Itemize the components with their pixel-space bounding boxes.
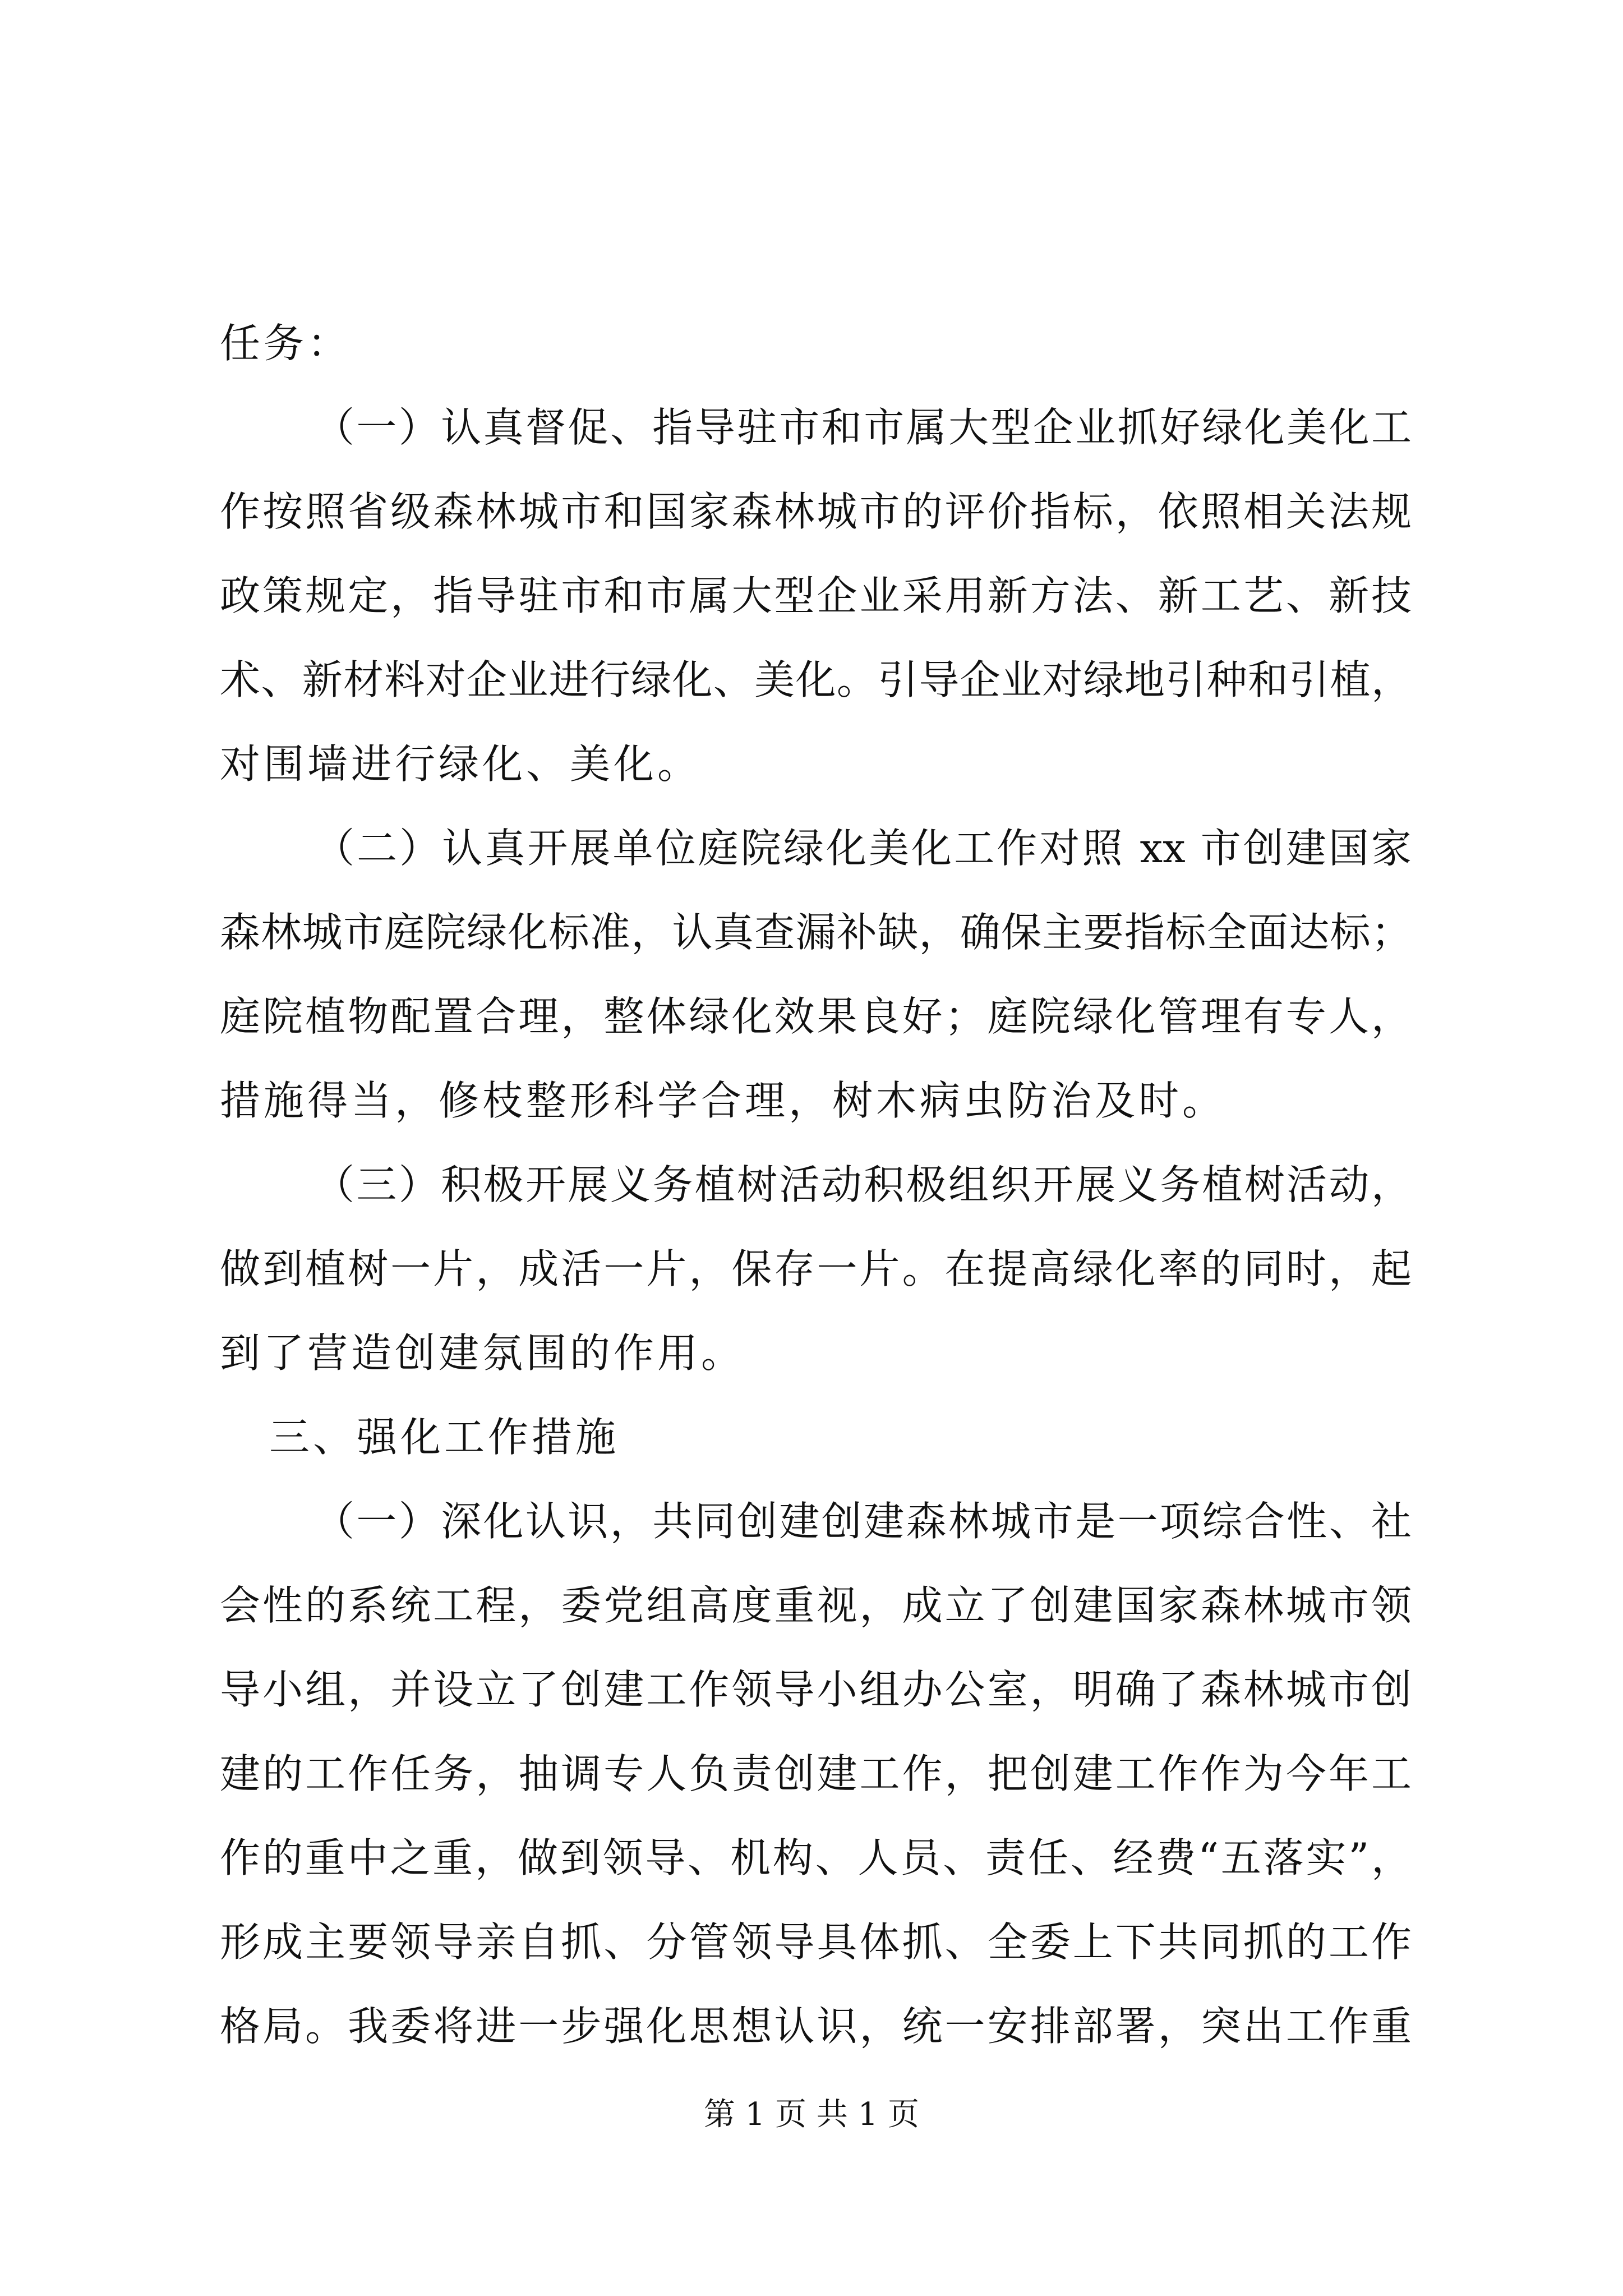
- text-line-3: 作按照省级森林城市和国家森林城市的评价指标，依照相关法规: [220, 488, 1412, 535]
- text-line-7: （二）认真开展单位庭院绿化美化工作对照 xx 市创建国家: [314, 825, 1412, 872]
- text-line-13: 到了营造创建氛围的作用。: [220, 1329, 745, 1377]
- section-heading: 三、强化工作措施: [269, 1414, 620, 1461]
- page-number-footer: 第 1 页 共 1 页: [703, 2096, 920, 2133]
- text-line-2: （一）认真督促、指导驻市和市属大型企业抓好绿化美化工: [314, 404, 1412, 451]
- text-line-4: 政策规定，指导驻市和市属大型企业采用新方法、新工艺、新技: [220, 572, 1412, 619]
- text-line-17: 导小组，并设立了创建工作领导小组办公室，明确了森林城市创: [220, 1666, 1412, 1713]
- text-line-19: 作的重中之重，做到领导、机构、人员、责任、经费“五落实”，: [220, 1834, 1412, 1881]
- text-line-6: 对围墙进行绿化、美化。: [220, 740, 702, 788]
- text-line-10: 措施得当，修枝整形科学合理，树木病虫防治及时。: [220, 1077, 1227, 1124]
- text-line-15: （一）深化认识，共同创建创建森林城市是一项综合性、社: [314, 1498, 1412, 1545]
- text-line-18: 建的工作任务，抽调专人负责创建工作，把创建工作作为今年工: [220, 1750, 1412, 1797]
- text-line-8: 森林城市庭院绿化标准，认真查漏补缺，确保主要指标全面达标；: [220, 909, 1412, 956]
- text-line-9: 庭院植物配置合理，整体绿化效果良好；庭院绿化管理有专人，: [220, 993, 1412, 1040]
- text-line-11: （三）积极开展义务植树活动积极组织开展义务植树活动，: [314, 1161, 1412, 1208]
- text-line-20: 形成主要领导亲自抓、分管领导具体抓、全委上下共同抓的工作: [220, 1918, 1412, 1966]
- text-line-5: 术、新材料对企业进行绿化、美化。引导企业对绿地引种和引植，: [220, 656, 1412, 703]
- text-line-21: 格局。我委将进一步强化思想认识，统一安排部署，突出工作重: [220, 2003, 1412, 2050]
- text-line-16: 会性的系统工程，委党组高度重视，成立了创建国家森林城市领: [220, 1582, 1412, 1629]
- text-line-12: 做到植树一片，成活一片，保存一片。在提高绿化率的同时，起: [220, 1245, 1412, 1292]
- text-line-1: 任务：: [220, 320, 352, 367]
